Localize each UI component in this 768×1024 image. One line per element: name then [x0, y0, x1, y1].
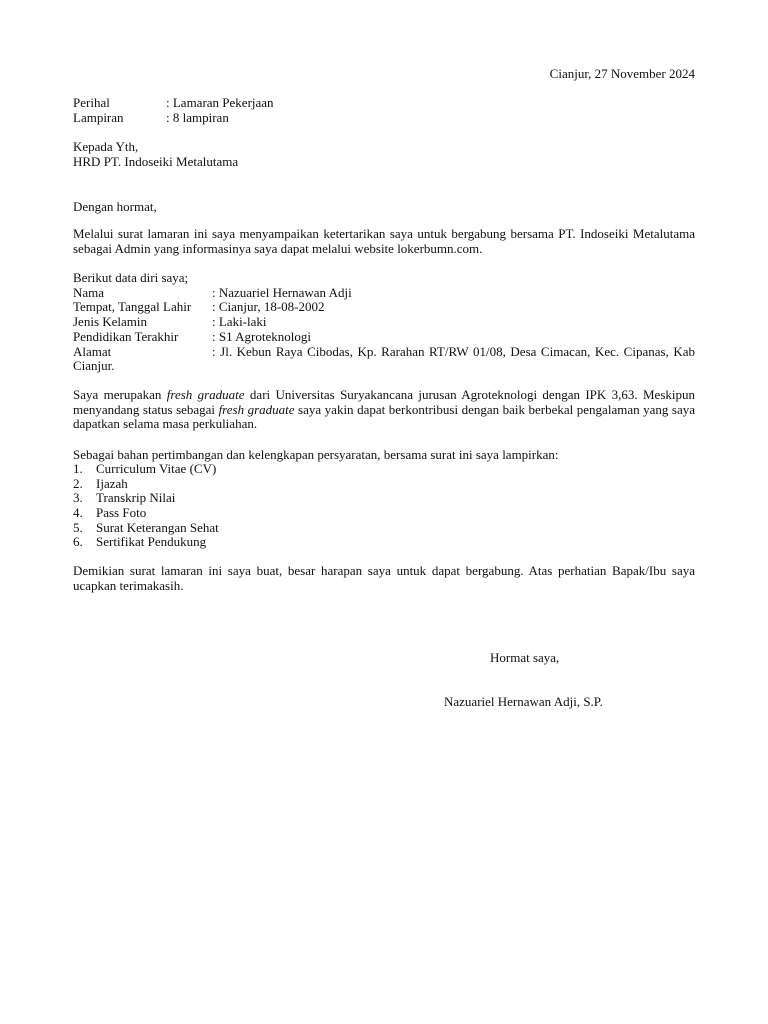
- bio-row-nama: [73, 286, 695, 301]
- bio-value: : Cianjur, 18-08-2002: [212, 299, 325, 315]
- meta-key: Perihal: [73, 95, 110, 110]
- closing-paragraph: Demikian surat lamaran ini saya buat, besar harapan saya untuk dapat bergabung. Atas perhatian Bapak/Ibu saya ucapkan terimakasih.: [73, 563, 695, 593]
- graduate-paragraph: Saya merupakan fresh graduate dari Universitas Suryakancana jurusan Agroteknologi dengan IPK 3,63. Meskipun menyandang status sebagai fresh graduate saya yakin dapat berkontribusi dengan baik berbekal pengalaman yang saya dapatkan selama masa perkuliahan.: [73, 387, 695, 432]
- bio-value: : Nazuariel Hernawan Adji: [212, 284, 352, 300]
- meta-key: Lampiran: [73, 109, 124, 125]
- bio-heading: Berikut data diri saya;: [73, 270, 189, 285]
- closing-regards: Hormat saya,: [490, 650, 560, 665]
- bio-key: Pendidikan Terakhir: [73, 328, 179, 344]
- bio-row-ttl: [73, 300, 695, 315]
- meta-value: : 8 lampiran: [166, 109, 229, 125]
- bio-row-education: [73, 330, 695, 345]
- letter-page: Cianjur, 27 November 2024 Perihal : Lamaran Pekerjaan Lampiran : 8 lampiran Kepada Yth, HRD PT. Indoseiki Metalutama Dengan hormat, Melalui surat lamaran ini saya menyampaikan ketertarikan saya untuk bergabung bersama PT. Indoseiki Metalutama sebagai Admin yang informasinya saya dapat melalui website lokerbumn.com. Berikut data diri saya; Nama : Nazuariel Hernawan Adji Tempat, Tanggal Lahir : Cianjur, 18-08-2002 Jenis Kelamin : Laki-laki Pendidikan Terakhir : S1 Agroteknologi Alamat : Jl. Kebun Raya Cibodas, Kp. Rarahan RT/RW 01/08, Desa Cimacan, Kec. Cipanas, Kab Cianjur. Saya merupakan fresh graduate dari Universitas Suryakancana jurusan Agroteknologi dengan IPK 3,63. Meskipun menyandang status sebagai fresh graduate saya yakin dapat berkontribusi dengan baik berbekal pengalaman yang saya dapatkan selama masa perkuliahan. Sebagai bahan pertimbangan dan kelengkapan persyaratan, bersama surat ini saya lampirkan: 1. Curriculum Vitae (CV) 2. Ijazah 3. Transkrip Nilai 4. Pass Foto 5. Surat Keterangan Sehat 6. Sertifikat Pendukung Demikian surat lamaran ini saya buat, besar harapan saya untuk dapat bergabung. Atas perhatian Bapak/Ibu saya ucapkan terimakasih. Hormat saya, Nazuariel Hernawan Adji, S.P.: [73, 66, 695, 709]
- meta-value: : Lamaran Pekerjaan: [166, 95, 274, 110]
- bio-row-address: [73, 345, 695, 374]
- bio-key: Alamat: [73, 343, 112, 359]
- recipient-company: HRD PT. Indoseiki Metalutama: [73, 153, 239, 169]
- bio-value: : Jl. Kebun Raya Cibodas, Kp. Rarahan RT/RW 01/08, Desa Cimacan, Kec. Cipanas, Kab Cianjur.: [73, 343, 695, 374]
- attachments-intro: Sebagai bahan pertimbangan dan kelengkapan persyaratan, bersama surat ini saya lampirkan:: [73, 447, 559, 462]
- emphasis-text: fresh graduate: [166, 387, 245, 402]
- bio-section: [73, 271, 695, 374]
- intro-paragraph: Melalui surat lamaran ini saya menyampaikan ketertarikan saya untuk bergabung bersama PT. Indoseiki Metalutama sebagai Admin yang informasinya saya dapat melalui website lokerbumn.com.: [73, 226, 695, 256]
- bio-value: : Laki-laki: [212, 314, 267, 330]
- emphasis-text: fresh graduate: [218, 401, 295, 417]
- bio-key: Jenis Kelamin: [73, 314, 148, 330]
- recipient-block: [73, 140, 238, 169]
- letter-date: Cianjur, 27 November 2024: [549, 66, 695, 81]
- salutation: Dengan hormat,: [73, 199, 157, 214]
- recipient-greeting: Kepada Yth,: [73, 139, 139, 154]
- bio-value: : S1 Agroteknologi: [212, 328, 311, 344]
- signer-name: Nazuariel Hernawan Adji, S.P.: [444, 694, 603, 709]
- bio-row-gender: [73, 315, 695, 330]
- bio-key: Nama: [73, 284, 105, 300]
- bio-key: Tempat, Tanggal Lahir: [73, 299, 192, 315]
